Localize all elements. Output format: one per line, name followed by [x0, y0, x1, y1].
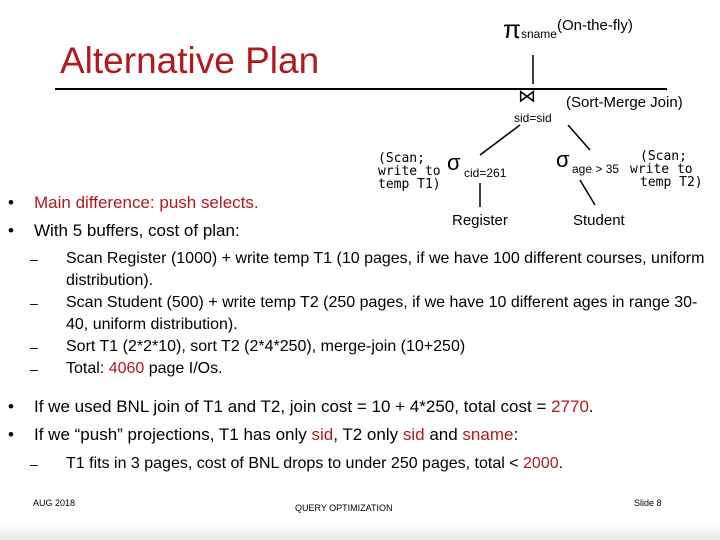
- list-item-text: Scan Student (500) + write temp T2 (250 pages, if we have 10 different ages in range 30-40, uniform distribution).: [66, 294, 698, 333]
- total-value: 4060: [108, 360, 145, 377]
- slide-title: Alternative Plan: [60, 40, 320, 81]
- left-scan-line1: (Scan;: [378, 151, 425, 166]
- dash-marker: –: [30, 295, 38, 311]
- right-sigma-symbol: σ: [556, 147, 570, 172]
- slide-number: Slide 8: [634, 498, 662, 508]
- left-sigma-symbol: σ: [447, 150, 461, 175]
- bullet-main-difference: [8, 193, 259, 213]
- right-select-condition: age > 35: [572, 162, 620, 176]
- bullet-text-mid2: and: [424, 425, 463, 444]
- cost-breakdown-list: [0, 248, 720, 380]
- footer-title: QUERY OPTIMIZATION: [295, 503, 393, 513]
- list-item: [0, 292, 720, 336]
- bullet-text-mid: , T2 only: [333, 425, 403, 444]
- right-scan-line2: write to: [630, 162, 693, 177]
- bullet-end: :: [513, 425, 519, 444]
- list-item: [0, 248, 720, 292]
- dash-marker: –: [30, 456, 38, 472]
- bullet-highlight: push selects.: [154, 193, 259, 212]
- join-condition: sid=sid: [514, 111, 552, 125]
- bullet-dot: •: [8, 221, 14, 240]
- total-unit: page I/Os.: [144, 360, 223, 377]
- join-note: (Sort-Merge Join): [566, 94, 683, 111]
- bullet-text: With 5 buffers, cost of plan:: [34, 221, 240, 240]
- projection-note: (On-the-fly): [556, 17, 633, 34]
- bullet-dot: •: [8, 425, 14, 444]
- list-item: [0, 336, 720, 358]
- bnl-drop-text: T1 fits in 3 pages, cost of BNL drops to under 250 pages, total <: [66, 455, 524, 472]
- total-label: Total:: [66, 360, 109, 377]
- edge-right-relation: [580, 180, 595, 205]
- list-item-text: [66, 358, 706, 380]
- bnl-drop-item: [0, 453, 720, 475]
- join-icon: ⋈: [518, 86, 536, 106]
- list-item: [0, 358, 720, 380]
- bnl-drop-total: 2000: [523, 455, 559, 472]
- list-item-text: [66, 453, 706, 475]
- list-item-text: Scan Register (1000) + write temp T1 (10 pages, if we have 100 different courses, uniform distribution).: [66, 250, 705, 289]
- dash-marker: –: [30, 361, 38, 377]
- bullet-dot: •: [8, 397, 14, 416]
- footer-date: AUG 2018: [33, 498, 76, 508]
- bullet-text: If we “push” projections, T1 has only: [34, 425, 312, 444]
- bullet-end: .: [588, 397, 594, 416]
- bullet-text: Main difference:: [34, 193, 155, 212]
- bullet-cost-of-plan: [8, 221, 240, 241]
- right-scan-line1: (Scan;: [640, 149, 687, 164]
- dash-marker: –: [30, 251, 38, 267]
- attr-sname: sname: [462, 425, 514, 444]
- footer-band: [0, 525, 720, 540]
- left-scan-line3: temp T1): [378, 177, 441, 192]
- edge-join-left: [480, 125, 520, 155]
- left-select-condition: cid=261: [464, 166, 507, 180]
- right-scan-line3: temp T2): [640, 175, 703, 190]
- bullet-dot: •: [8, 193, 14, 212]
- projection-attribute: sname: [520, 27, 557, 41]
- attr-sid: sid: [311, 425, 334, 444]
- attr-sid: sid: [402, 425, 425, 444]
- bullet-bnl-join: [8, 397, 594, 417]
- bullet-push-projections: [8, 425, 518, 445]
- left-scan-note: [378, 152, 441, 191]
- bullet-text: If we used BNL join of T1 and T2, join cost = 10 + 4*250, total cost =: [34, 397, 552, 416]
- register-relation: Register: [452, 212, 508, 229]
- dash-marker: –: [30, 339, 38, 355]
- bnl-drop-end: .: [558, 455, 564, 472]
- pi-symbol: π: [503, 14, 521, 44]
- student-relation: Student: [573, 212, 625, 229]
- bnl-total-cost: 2770: [551, 397, 589, 416]
- edge-join-right: [568, 125, 590, 150]
- right-scan-note: [630, 150, 703, 189]
- left-scan-line2: write to: [378, 164, 441, 179]
- list-item-text: Sort T1 (2*2*10), sort T2 (2*4*250), merge-join (10+250): [66, 338, 466, 355]
